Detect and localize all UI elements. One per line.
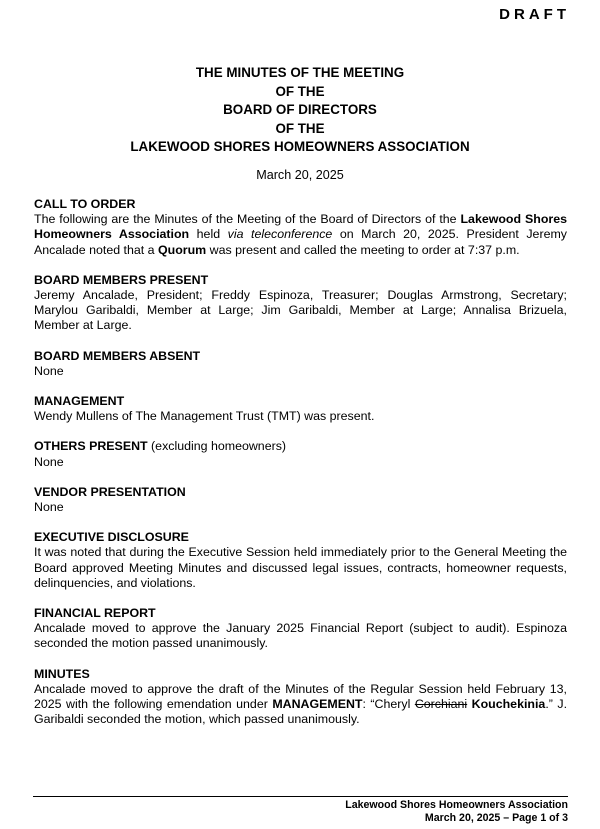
meeting-date: March 20, 2025	[256, 168, 344, 182]
section-board-members-present	[34, 273, 567, 334]
section-text	[34, 212, 567, 258]
text-run: Ancalade moved to approve the draft of the Minutes of the Regular Session held February 13, 2025 with the following emendation under	[34, 681, 567, 712]
text-run: on March 20, 2025. President Jeremy Ancalade noted that a	[34, 227, 567, 257]
meeting-mode: via teleconference	[227, 227, 333, 242]
section-text: None	[34, 363, 64, 378]
footer-page-number: March 20, 2025 – Page 1 of 3	[424, 812, 568, 824]
title-line: BOARD OF DIRECTORS	[223, 102, 377, 117]
footer-divider	[33, 796, 568, 797]
title-line: THE MINUTES OF THE MEETING	[195, 65, 405, 80]
section-heading: BOARD MEMBERS ABSENT	[34, 348, 201, 363]
section-minutes	[34, 667, 567, 728]
section-heading: BOARD MEMBERS PRESENT	[34, 272, 209, 287]
section-heading: EXECUTIVE DISCLOSURE	[34, 530, 189, 545]
section-vendor-presentation	[34, 485, 567, 515]
section-heading: MINUTES	[34, 666, 90, 681]
minutes-body	[34, 197, 567, 742]
section-text: It was noted that during the Executive Session held immediately prior to the General Meeting the Board approved Meeting Minutes and discussed legal issues, contracts, homeowner requests, delinquencies, and violations.	[34, 545, 567, 590]
section-executive-disclosure	[34, 530, 567, 591]
section-board-members-absent	[34, 349, 567, 379]
footer-association: Lakewood Shores Homeowners Association	[345, 799, 568, 811]
title-line: OF THE	[275, 83, 325, 99]
text-run: held	[189, 227, 228, 242]
quorum-term: Quorum	[158, 242, 207, 257]
text-run: The following are the Minutes of the Meeting of the Board of Directors of the	[34, 212, 461, 227]
management-reference: MANAGEMENT	[272, 697, 363, 712]
association-name: Lakewood Shores Homeowners Association	[34, 212, 567, 242]
text-run: .” J. Garibaldi seconded the motion, which passed unanimously.	[34, 697, 568, 727]
section-heading: MANAGEMENT	[34, 394, 125, 409]
text-run: was present and called the meeting to order at 7:37 p.m.	[206, 242, 520, 257]
struck-name: Corchiani	[414, 697, 468, 712]
text-run: : “Cheryl	[362, 697, 415, 712]
heading-note: (excluding homeowners)	[147, 439, 287, 454]
section-financial-report	[34, 606, 567, 652]
section-call-to-order	[34, 197, 567, 258]
section-heading: VENDOR PRESENTATION	[34, 484, 186, 499]
title-line: OF THE	[275, 120, 325, 136]
heading-text: OTHERS PRESENT	[34, 439, 148, 454]
page-footer	[345, 799, 568, 825]
section-management	[34, 394, 567, 424]
section-text: None	[34, 500, 64, 515]
section-text: Ancalade moved to approve the January 2025 Financial Report (subject to audit). Espinoza seconded the motion passed unanimously.	[34, 621, 567, 651]
section-heading: CALL TO ORDER	[34, 197, 136, 211]
section-text: None	[34, 454, 64, 469]
document-title	[0, 64, 600, 157]
section-text: Jeremy Ancalade, President; Freddy Espinoza, Treasurer; Douglas Armstrong, Secretary; Marylou Garibaldi, Member at Large; Jim Garibaldi, Member at Large; Annalisa Brizuela, Member at Large.	[34, 288, 567, 333]
section-heading	[34, 439, 567, 454]
section-text: Wendy Mullens of The Management Trust (TMT) was present.	[34, 409, 375, 424]
section-heading: FINANCIAL REPORT	[34, 606, 156, 621]
section-others-present	[34, 439, 567, 469]
draft-watermark-label: DRAFT	[499, 6, 570, 23]
title-line: LAKEWOOD SHORES HOMEOWNERS ASSOCIATION	[130, 139, 470, 154]
corrected-name: Kouchekinia	[471, 697, 546, 712]
section-text	[34, 682, 567, 728]
